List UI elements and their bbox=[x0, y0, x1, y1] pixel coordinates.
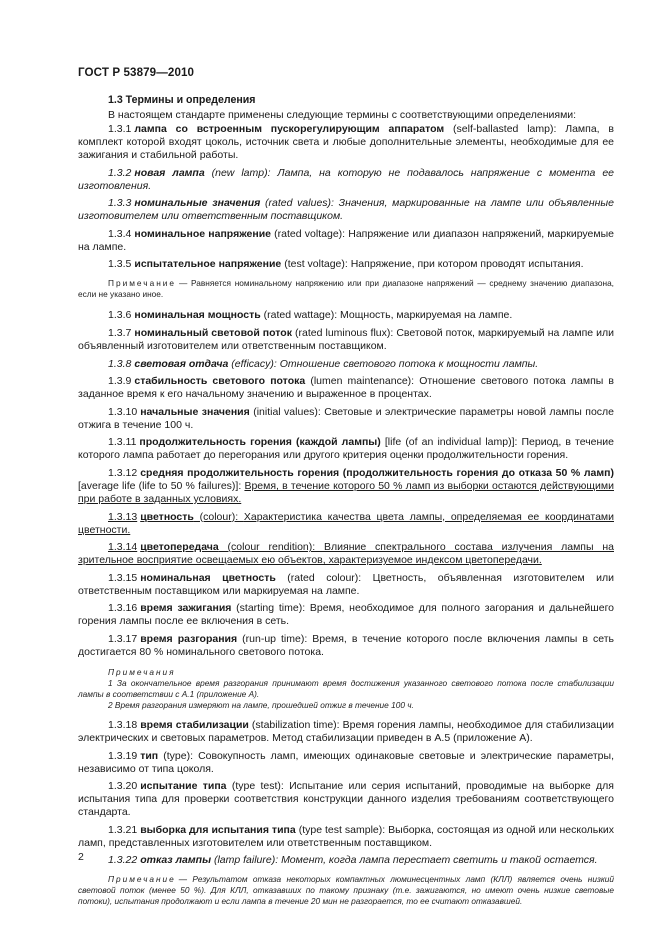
term-1-3-12 bbox=[78, 467, 614, 506]
term-definition: (starting time): Время, необходимое для полного загорания и дальнейшего горения лампы после ее включения в сеть. bbox=[78, 602, 615, 628]
term-name: номинальная цветность bbox=[140, 571, 276, 584]
term-definition: (colour): bbox=[193, 510, 244, 523]
term-name: испытательное напряжение bbox=[134, 258, 282, 271]
term-number: 1.3.1 bbox=[108, 123, 132, 135]
document-body bbox=[78, 94, 614, 916]
term-definition: (run-up time): Время, в течение которого после включения лампы в сеть достигается 80 % номинального светового потока. bbox=[78, 632, 614, 658]
term-1-3-11 bbox=[78, 436, 614, 462]
term-definition: (type test sample): Выборка, состоящая из одной или нескольких ламп, представленных изготовителем или ответственным поставщиком. bbox=[78, 823, 614, 849]
term-1-3-18 bbox=[78, 719, 614, 745]
term-name: время стабилизации bbox=[140, 718, 249, 731]
term-1-3-13 bbox=[78, 511, 614, 537]
term-1-3-15 bbox=[78, 572, 614, 598]
term-name: испытание типа bbox=[140, 780, 227, 793]
term-number: 1.3.10 bbox=[108, 405, 138, 418]
section-intro: В настоящем стандарте применены следующие термины с соответствующими определениями: bbox=[108, 109, 577, 121]
term-definition: (lamp failure): Момент, когда лампа перестает светить и такой остается. bbox=[211, 854, 598, 867]
term-number: 1.3.19 bbox=[108, 749, 138, 762]
notes-heading: Примечания bbox=[108, 666, 176, 677]
page-number: 2 bbox=[78, 851, 84, 863]
term-name: номинальная мощность bbox=[134, 309, 261, 322]
term-definition: (rated colour): Цветность, объявленная изготовителем или ответственным поставщиком или маркируемая на лампе. bbox=[78, 571, 614, 597]
term-1-3-7 bbox=[78, 327, 614, 353]
term-definition: (rated voltage): Напряжение или диапазон напряжений, маркируемые на лампе. bbox=[78, 227, 614, 253]
term-number: 1.3.15 bbox=[108, 571, 138, 584]
term-number: 1.3.4 bbox=[108, 227, 132, 240]
term-number: 1.3.2 bbox=[108, 166, 132, 179]
term-definition: (colour rendition): Влияние спектрального состава излучения лампы на зрительное восприятие освещаемых ею объектов, характеризуемое индексом цветопередачи. bbox=[78, 541, 614, 567]
term-number: 1.3.3 bbox=[108, 197, 132, 210]
term-number: 1.3.14 bbox=[108, 541, 138, 554]
note-text: — Результатом отказа некоторых компактных люминесцентных ламп (КЛЛ) является очень низкий световой поток (менее 50 %). Для КЛЛ, отказавших по такому признаку (т.е. зажигаются, но имеют очень низкие световые потоки), испытания продолжают и если лампа в течение 20 мин не разгорается, то ее считают отказавшей. bbox=[78, 874, 614, 907]
term-definition-underlined: Характеристика качества цвета лампы, определяемая ее координатами цветности. bbox=[78, 510, 614, 536]
term-number: 1.3.17 bbox=[108, 632, 138, 645]
term-number: 1.3.7 bbox=[108, 326, 132, 339]
term-name: начальные значения bbox=[140, 405, 250, 418]
term-definition: (rated luminous flux): Световой поток, маркируемый на лампе или объявленный изготовителем или ответственным поставщиком. bbox=[78, 326, 614, 352]
term-definition: (efficacy): Отношение светового потока к мощности лампы. bbox=[228, 357, 539, 370]
note-item-1: 1 За окончательное время разгорания принимают время достижения указанного светового потока после стабилизации лампы в соответствии с А.1 (приложение А). bbox=[78, 677, 614, 699]
term-definition: (type test): Испытание или серия испытаний, проводимые на выборке для испытания типа для проверки соответствия конструкции данного изделия требованиям соответствующего стандарта. bbox=[78, 780, 614, 819]
document-header: ГОСТ Р 53879—2010 bbox=[78, 66, 195, 79]
note-lamp-failure bbox=[78, 874, 614, 907]
term-name: лампа со встроенным пускорегулирующим аппаратом bbox=[134, 123, 445, 135]
term-1-3-4 bbox=[78, 228, 614, 254]
term-1-3-9 bbox=[78, 375, 614, 401]
term-name: время зажигания bbox=[140, 602, 232, 615]
term-name: выборка для испытания типа bbox=[140, 823, 296, 836]
term-name: номинальные значения bbox=[134, 197, 261, 210]
note-item-2: 2 Время разгорания измеряют на лампе, прошедшей отжиг в течение 100 ч. bbox=[108, 699, 414, 710]
term-number: 1.3.9 bbox=[108, 375, 132, 388]
term-name: стабильность светового потока bbox=[134, 375, 306, 388]
note-test-voltage bbox=[78, 278, 614, 300]
term-name: новая лампа bbox=[134, 166, 205, 179]
term-1-3-6 bbox=[78, 309, 614, 322]
term-name: продолжительность горения (каждой лампы) bbox=[139, 436, 381, 449]
term-1-3-22 bbox=[78, 854, 614, 867]
term-definition: (stabilization time): Время горения лампы, необходимое для стабилизации электрических и световых параметров. Метод стабилизации приведен в А.5 (приложение А). bbox=[78, 718, 614, 744]
term-name: средняя продолжительность горения (продолжительность горения до отказа 50 % ламп) bbox=[140, 466, 614, 479]
note-text: — Равняется номинальному напряжению или при диапазоне напряжений — среднему значению диапазона, если не указано иное. bbox=[78, 278, 614, 300]
notes-run-up-time bbox=[78, 667, 614, 711]
term-name: световая отдача bbox=[134, 357, 229, 370]
term-1-3-5 bbox=[78, 258, 614, 271]
term-1-3-19 bbox=[78, 750, 614, 776]
term-number: 1.3.11 bbox=[108, 436, 137, 449]
term-name: цветность bbox=[140, 510, 194, 523]
term-number: 1.3.6 bbox=[108, 309, 132, 322]
term-definition: (new lamp): Лампа, на которую не подавалось напряжение с момента ее изготовления. bbox=[78, 166, 615, 192]
term-1-3-8 bbox=[78, 358, 614, 371]
term-1-3-2 bbox=[78, 167, 614, 193]
note-label: Примечание bbox=[108, 278, 177, 289]
term-number: 1.3.22 bbox=[108, 854, 138, 867]
term-1-3-20 bbox=[78, 780, 614, 819]
term-name: тип bbox=[140, 749, 159, 762]
term-1-3-1 bbox=[78, 123, 614, 162]
term-1-3-3 bbox=[78, 197, 614, 223]
term-name: отказ лампы bbox=[140, 854, 212, 867]
term-1-3-10 bbox=[78, 406, 614, 432]
note-label: Примечание bbox=[108, 874, 176, 885]
term-definition: (type): Совокупность ламп, имеющих одинаковые световые и электрические параметры, независимо от типа цоколя. bbox=[78, 749, 614, 775]
term-name: номинальный световой поток bbox=[134, 326, 292, 339]
term-definition: (test voltage): Напряжение, при котором проводят испытания. bbox=[281, 258, 584, 271]
term-number: 1.3.5 bbox=[108, 258, 132, 271]
term-number: 1.3.12 bbox=[108, 466, 138, 479]
section-title: 1.3 Термины и определения bbox=[108, 94, 256, 106]
term-definition: [life (of an individual lamp)]: Период, в течение которого лампа работает до перегорания или другого критерия оценки продолжительности горения. bbox=[78, 436, 615, 462]
term-definition: (self-ballasted lamp): Лампа, в комплект которой входят цоколь, источник света и любые дополнительные элементы, необходимые для ее зажигания и стабильной работы. bbox=[78, 123, 614, 161]
term-number: 1.3.13 bbox=[108, 510, 138, 523]
term-definition-underlined: Время, в течение которого 50 % ламп из выборки остаются действующими при работе в заданных условиях. bbox=[78, 479, 614, 505]
term-number: 1.3.18 bbox=[108, 718, 138, 731]
term-definition: (rated values): Значения, маркированные на лампе или объявленные изготовителем или ответственным поставщиком. bbox=[78, 197, 614, 223]
term-name: время разгорания bbox=[140, 632, 238, 645]
term-definition: (initial values): Световые и электрические параметры новой лампы после отжига в течение 100 ч. bbox=[78, 405, 614, 431]
term-1-3-21 bbox=[78, 824, 614, 850]
term-definition: (rated wattage): Мощность, маркируемая на лампе. bbox=[260, 309, 513, 322]
term-number: 1.3.8 bbox=[108, 357, 132, 370]
term-name: цветопередача bbox=[140, 541, 219, 554]
term-number: 1.3.20 bbox=[108, 780, 138, 793]
term-name: номинальное напряжение bbox=[134, 227, 271, 240]
term-number: 1.3.21 bbox=[108, 823, 138, 836]
term-1-3-16 bbox=[78, 602, 614, 628]
term-1-3-14 bbox=[78, 541, 614, 567]
term-definition: (lumen maintenance): Отношение светового потока лампы в заданное время к его начальному значению и выраженное в процентах. bbox=[78, 375, 615, 401]
term-definition: [average life (life to 50 % failures)]: bbox=[78, 479, 245, 492]
term-number: 1.3.16 bbox=[108, 602, 138, 615]
term-1-3-17 bbox=[78, 633, 614, 659]
